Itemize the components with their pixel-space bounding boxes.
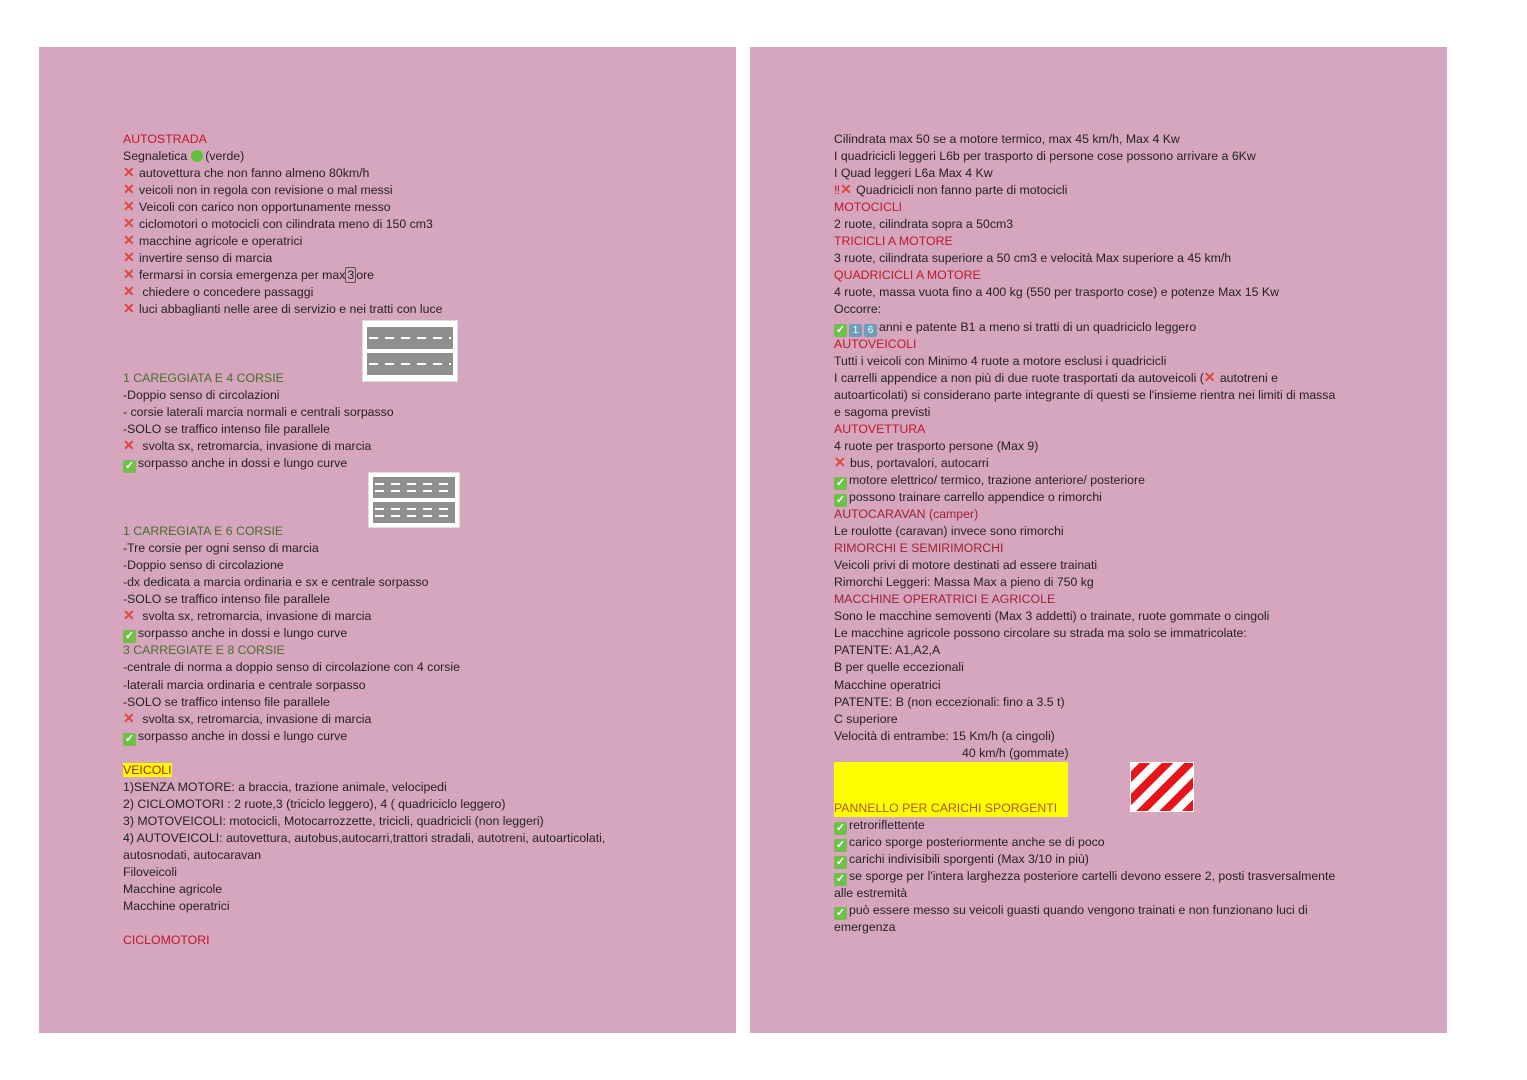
text-line: emergenza <box>834 920 896 935</box>
heading-rimorchi: RIMORCHI E SEMIRIMORCHI <box>834 541 1004 556</box>
segnaletica-color: (verde) <box>205 149 245 164</box>
allowed-text: carichi indivisibili sporgenti (Max 3/10 in più) <box>849 851 1089 866</box>
prohibited-text: Veicoli con carico non opportunamente messo <box>139 200 391 215</box>
text-line: Macchine operatrici <box>834 677 941 692</box>
age-text: anni e patente B1 a meno si tratti di un quadriciclo leggero <box>879 319 1197 334</box>
cross-mark-icon: ✕ <box>123 436 135 453</box>
prohibited-item <box>123 199 683 216</box>
highlight-block <box>834 762 1068 800</box>
cross-mark-icon: ✕ <box>123 607 135 624</box>
heading-8-corsie: 3 CARREGIATE E 8 CORSIE <box>123 643 285 658</box>
prohibited-item <box>834 455 1434 472</box>
heading-veicoli-line <box>123 762 683 779</box>
text-line: Occorre: <box>834 302 882 317</box>
text-line: Velocità di entrambe: 15 Km/h (a cingoli) <box>834 728 1055 743</box>
cross-mark-icon: ✕ <box>840 181 852 198</box>
prohibited-item <box>123 711 683 728</box>
text-line: -Tre corsie per ogni senso di marcia <box>123 541 319 556</box>
green-circle-icon <box>191 150 203 162</box>
prohibited-item <box>123 301 683 318</box>
heading-autoveicoli: AUTOVEICOLI <box>834 336 917 351</box>
right-page <box>750 47 1447 1033</box>
text-line: -SOLO se traffico intenso file parallele <box>123 421 330 436</box>
check-mark-icon: ✓ <box>835 821 846 834</box>
prohibited-text: luci abbaglianti nelle aree di servizio e nei tratti con luce <box>139 302 443 317</box>
allowed-item <box>834 851 1434 868</box>
prohibited-item <box>123 165 683 182</box>
check-mark-icon: ✓ <box>835 838 846 851</box>
text-part: I carrelli appendice a non più di due ruote trasportati da autoveicoli ( <box>834 370 1204 385</box>
text-line: B per quelle eccezionali <box>834 660 964 675</box>
left-page-content <box>123 131 683 949</box>
check-mark-icon: ✓ <box>835 907 846 920</box>
segnaletica-line <box>123 148 683 165</box>
text-line: 4 ruote per trasporto persone (Max 9) <box>834 438 1039 453</box>
allowed-text: motore elettrico/ termico, trazione anteriore/ posteriore <box>849 472 1145 487</box>
text-line: Macchine operatrici <box>123 899 230 914</box>
text-line: Filoveicoli <box>123 865 177 880</box>
allowed-item <box>834 817 1434 834</box>
prohibited-text: svolta sx, retromarcia, invasione di marcia <box>139 711 372 726</box>
prohibited-item <box>123 182 683 199</box>
text-line: Le macchine agricole possono circolare su strada ma solo se immatricolate: <box>834 626 1247 641</box>
text-line: Cilindrata max 50 se a motore termico, max 45 km/h, Max 4 Kw <box>834 132 1180 146</box>
check-mark-icon: ✓ <box>835 855 846 868</box>
prohibited-text: invertire senso di marcia <box>139 251 273 266</box>
prohibited-item <box>123 267 683 284</box>
text-line: Tutti i veicoli con Minimo 4 ruote a motore esclusi i quadricicli <box>834 353 1167 368</box>
text-line: Le roulotte (caravan) invece sono rimorchi <box>834 524 1064 539</box>
text-line: PATENTE: A1,A2,A <box>834 643 941 658</box>
text-line: -SOLO se traffico intenso file parallele <box>123 592 330 607</box>
allowed-text: se sporge per l'intera larghezza posteriore cartelli devono essere 2, posti trasversalmente <box>849 868 1336 883</box>
number-3-box: 3 <box>347 268 355 283</box>
allowed-text: sorpasso anche in dossi e lungo curve <box>138 455 348 470</box>
text-line: -centrale di norma a doppio senso di circolazione con 4 corsie <box>123 660 460 675</box>
text-line: I quadricicli leggeri L6b per trasporto di persone cose possono arrivare a 6Kw <box>834 149 1256 164</box>
check-mark-icon: ✓ <box>124 630 135 643</box>
prohibited-item <box>123 216 683 233</box>
warning-text: Quadricicli non fanno parte di motocicli <box>856 183 1068 198</box>
text-line: 3) MOTOVEICOLI: motocicli, Motocarrozzette, tricicli, quadricicli (non leggeri) <box>123 813 544 828</box>
allowed-item <box>834 868 1434 885</box>
heading-ciclomotori: CICLOMOTORI <box>123 933 210 948</box>
text-line: 1)SENZA MOTORE: a braccia, trazione animale, velocipedi <box>123 779 447 794</box>
text-line: 2) CICLOMOTORI : 2 ruote,3 (triciclo leggero), 4 ( quadriciclo leggero) <box>123 796 506 811</box>
allowed-text: retroriflettente <box>849 817 925 832</box>
allowed-text: sorpasso anche in dossi e lungo curve <box>138 728 348 743</box>
prohibited-item <box>123 438 683 455</box>
text-line: PATENTE: B (non eccezionali: fino a 3.5 t) <box>834 694 1065 709</box>
check-mark-icon: ✓ <box>124 459 135 472</box>
heading-pannello: PANNELLO PER CARICHI SPORGENTI <box>834 800 1068 817</box>
road-4-lanes-diagram <box>362 320 458 382</box>
age-requirement-line <box>834 319 1434 336</box>
heading-autostrada: AUTOSTRADA <box>123 132 207 146</box>
allowed-item <box>834 472 1434 489</box>
text-line: 40 km/h (gommate) <box>962 745 1069 760</box>
text-part: autotreni e <box>1219 370 1278 385</box>
check-mark-icon: ✓ <box>835 872 846 885</box>
cross-mark-icon: ✕ <box>123 215 135 232</box>
prohibited-text: bus, portavalori, autocarri <box>850 455 989 470</box>
road-6-lanes-diagram <box>368 472 460 528</box>
striped-warning-panel-image <box>1130 762 1194 812</box>
cross-mark-icon: ✕ <box>123 232 135 249</box>
text-line: -dx dedicata a marcia ordinaria e sx e centrale sorpasso <box>123 575 429 590</box>
text-line: 4) AUTOVEICOLI: autovettura, autobus,autocarri,trattori stradali, autotreni, autoarticolati, <box>123 830 606 845</box>
double-exclamation-icon: ‼ <box>834 183 841 198</box>
cross-mark-icon: ✕ <box>123 300 135 317</box>
ore-text: ore <box>356 268 375 283</box>
text-line: 2 ruote, cilindrata sopra a 50cm3 <box>834 217 1014 232</box>
prohibited-text: macchine agricole e operatrici <box>139 234 303 249</box>
prohibited-item <box>123 233 683 250</box>
keycap-1-icon: 1 <box>849 324 862 337</box>
allowed-item <box>834 834 1434 851</box>
heading-tricicli: TRICICLI A MOTORE <box>834 234 953 249</box>
allowed-text: possono trainare carrello appendice o rimorchi <box>849 489 1102 504</box>
check-mark-icon: ✓ <box>835 493 846 506</box>
text-line: Macchine agricole <box>123 882 223 897</box>
cross-mark-icon: ✕ <box>123 266 135 283</box>
text-line: -laterali marcia ordinaria e centrale sorpasso <box>123 677 366 692</box>
allowed-item <box>123 455 683 472</box>
text-line: Rimorchi Leggeri: Massa Max a pieno di 750 kg <box>834 575 1094 590</box>
text-line: 3 ruote, cilindrata superiore a 50 cm3 e velocità Max superiore a 45 km/h <box>834 251 1232 266</box>
text-line: -Doppio senso di circolazioni <box>123 387 280 402</box>
prohibited-text: fermarsi in corsia emergenza per max <box>139 268 346 283</box>
text-line: autosnodati, autocaravan <box>123 847 262 862</box>
text-line: Veicoli privi di motore destinati ad essere trainati <box>834 558 1098 573</box>
prohibited-text: chiedere o concedere passaggi <box>139 285 314 300</box>
heading-autocaravan: AUTOCARAVAN (camper) <box>834 507 979 522</box>
cross-mark-icon: ✕ <box>834 453 846 470</box>
text-line <box>834 370 1434 387</box>
allowed-text: carico sporge posteriormente anche se di poco <box>849 834 1105 849</box>
heading-autovettura: AUTOVETTURA <box>834 421 926 436</box>
heading-motocicli: MOTOCICLI <box>834 200 903 215</box>
text-line: -Doppio senso di circolazione <box>123 558 284 573</box>
prohibited-item <box>123 250 683 267</box>
text-line: Sono le macchine semoventi (Max 3 addetti) o trainate, ruote gommate o cingoli <box>834 609 1270 624</box>
text-line: 4 ruote, massa vuota fino a 400 kg (550 per trasporto cose) e potenze Max 15 Kw <box>834 285 1279 300</box>
heading-veicoli: VEICOLI <box>123 762 172 777</box>
heading-4-corsie: 1 CAREGGIATA E 4 CORSIE <box>123 370 284 385</box>
text-line: autoarticolati) si considerano parte integrante di questi se l'insieme rientra nei limiti di massa <box>834 387 1336 402</box>
warning-line <box>834 182 1434 199</box>
heading-quadricicli: QUADRICICLI A MOTORE <box>834 268 981 283</box>
prohibited-text: svolta sx, retromarcia, invasione di marcia <box>139 438 372 453</box>
check-mark-icon: ✓ <box>124 732 135 745</box>
keycap-6-icon: 6 <box>864 324 877 337</box>
prohibited-text: veicoli non in regola con revisione o mal messi <box>139 183 393 198</box>
prohibited-item <box>123 284 683 301</box>
heading-macchine: MACCHINE OPERATRICI E AGRICOLE <box>834 592 1056 607</box>
cross-mark-icon: ✕ <box>123 283 135 300</box>
allowed-text: può essere messo su veicoli guasti quando vengono trainati e non funzionano luci di <box>849 903 1308 918</box>
prohibited-text: svolta sx, retromarcia, invasione di marcia <box>139 609 372 624</box>
cross-mark-icon: ✕ <box>123 709 135 726</box>
cross-mark-icon: ✕ <box>123 164 135 181</box>
allowed-item <box>123 728 683 745</box>
right-page-content <box>834 131 1434 936</box>
text-line: - corsie laterali marcia normali e centrali sorpasso <box>123 404 394 419</box>
cross-mark-icon: ✕ <box>123 198 135 215</box>
text-line: alle estremità <box>834 885 908 900</box>
allowed-item <box>123 625 683 642</box>
prohibited-item <box>123 608 683 625</box>
prohibited-text: ciclomotori o motocicli con cilindrata meno di 150 cm3 <box>139 217 433 232</box>
text-line: C superiore <box>834 711 898 726</box>
cross-mark-icon: ✕ <box>123 249 135 266</box>
heading-6-corsie: 1 CARREGIATA E 6 CORSIE <box>123 524 284 539</box>
text-line: e sagoma previsti <box>834 404 931 419</box>
check-mark-icon: ✓ <box>835 323 846 336</box>
allowed-item <box>834 489 1434 506</box>
cross-mark-icon: ✕ <box>1203 368 1216 385</box>
prohibited-text: autovettura che non fanno almeno 80km/h <box>139 166 370 181</box>
allowed-item <box>834 902 1434 919</box>
text-line: I Quad leggeri L6a Max 4 Kw <box>834 166 993 181</box>
cross-mark-icon: ✕ <box>123 181 135 198</box>
left-page <box>39 47 736 1033</box>
check-mark-icon: ✓ <box>835 476 846 489</box>
text-line: -SOLO se traffico intenso file parallele <box>123 694 330 709</box>
allowed-text: sorpasso anche in dossi e lungo curve <box>138 626 348 641</box>
segnaletica-label: Segnaletica <box>123 149 188 164</box>
